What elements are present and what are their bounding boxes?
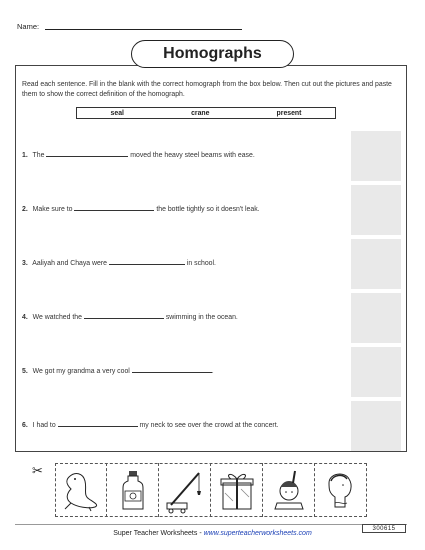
question-5 bbox=[22, 366, 214, 375]
footer-link[interactable]: www.superteacherworksheets.com bbox=[203, 530, 312, 537]
paste-box-6[interactable] bbox=[351, 401, 401, 451]
question-number: 2. bbox=[22, 206, 28, 213]
word-present: present bbox=[276, 109, 302, 117]
answer-blank[interactable] bbox=[58, 420, 138, 427]
answer-blank[interactable] bbox=[46, 150, 128, 157]
scissors-icon: ✂ bbox=[32, 463, 43, 478]
question-number: 3. bbox=[22, 260, 28, 267]
question-1 bbox=[22, 150, 255, 159]
word-crane: crane bbox=[191, 109, 210, 117]
cutout-gift-box[interactable] bbox=[211, 463, 263, 517]
name-line bbox=[45, 29, 242, 30]
cutout-person-stretching-neck[interactable] bbox=[315, 463, 367, 517]
word-seal: seal bbox=[110, 109, 124, 117]
paste-box-3[interactable] bbox=[351, 239, 401, 289]
question-4 bbox=[22, 312, 238, 321]
paste-box-5[interactable] bbox=[351, 347, 401, 397]
person-neck-icon bbox=[315, 463, 367, 517]
question-text-after: my neck to see over the crowd at the concert. bbox=[139, 422, 279, 429]
page-title: Homographs bbox=[131, 40, 294, 68]
paste-box-4[interactable] bbox=[351, 293, 401, 343]
worksheet-code: 300615 bbox=[362, 524, 406, 533]
answer-blank[interactable] bbox=[109, 258, 185, 265]
question-text-after: . bbox=[211, 368, 214, 375]
question-text-after: moved the heavy steel beams with ease. bbox=[130, 152, 255, 159]
cutout-construction-crane[interactable] bbox=[159, 463, 211, 517]
footer-separator: - bbox=[197, 530, 204, 537]
paste-box-2[interactable] bbox=[351, 185, 401, 235]
question-2 bbox=[22, 204, 260, 213]
question-text-after: the bottle tightly so it doesn't leak. bbox=[156, 206, 260, 213]
footer-site-name: Super Teacher Worksheets bbox=[113, 530, 198, 537]
gift-icon bbox=[211, 463, 263, 517]
answer-blank[interactable] bbox=[84, 312, 164, 319]
name-label: Name: bbox=[17, 22, 40, 31]
question-number: 6. bbox=[22, 422, 28, 429]
question-number: 1. bbox=[22, 152, 28, 159]
paste-box-1[interactable] bbox=[351, 131, 401, 181]
cutout-bottle[interactable] bbox=[107, 463, 159, 517]
question-text-before: Aaliyah and Chaya were bbox=[32, 260, 107, 267]
question-number: 5. bbox=[22, 368, 28, 375]
question-6 bbox=[22, 420, 279, 429]
question-text-before: We got my grandma a very cool bbox=[32, 368, 130, 375]
student-icon bbox=[263, 463, 315, 517]
answer-blank[interactable] bbox=[132, 366, 212, 373]
seal-animal-icon bbox=[55, 463, 107, 517]
footer-divider bbox=[15, 524, 407, 525]
answer-blank[interactable] bbox=[74, 204, 154, 211]
question-text-before: We watched the bbox=[32, 314, 82, 321]
question-text-before: The bbox=[32, 152, 45, 159]
word-box bbox=[76, 107, 336, 119]
question-3 bbox=[22, 258, 216, 267]
question-text-before: I had to bbox=[32, 422, 56, 429]
cutout-student-raising-hand[interactable] bbox=[263, 463, 315, 517]
question-text-before: Make sure to bbox=[32, 206, 73, 213]
instructions: Read each sentence. Fill in the blank with the correct homograph from the box below. Then cut out the pictures and paste them to show the correct definition of the homograph. bbox=[22, 81, 392, 98]
bottle-icon bbox=[107, 463, 159, 517]
cutout-seal-animal[interactable] bbox=[55, 463, 107, 517]
crane-icon bbox=[159, 463, 211, 517]
question-text-after: in school. bbox=[186, 260, 216, 267]
question-text-after: swimming in the ocean. bbox=[165, 314, 238, 321]
question-number: 4. bbox=[22, 314, 28, 321]
